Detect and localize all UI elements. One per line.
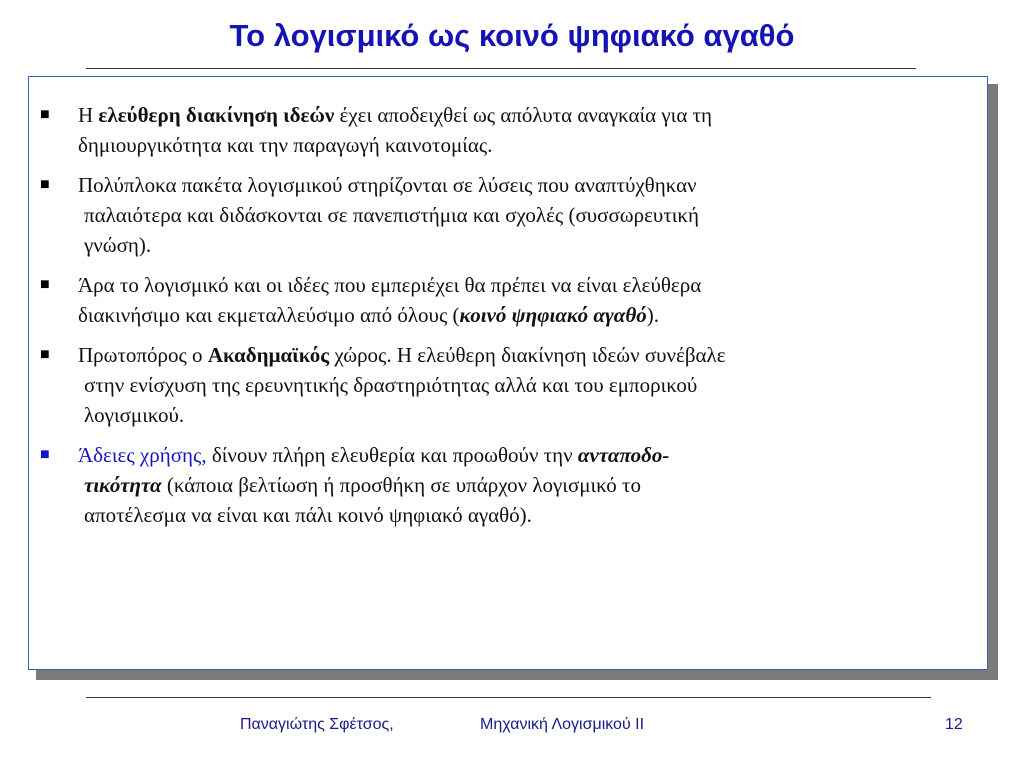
bullet-line: παλαιότερα και διδάσκονται σε πανεπιστήμια και σχολές (συσσωρευτική xyxy=(84,203,699,227)
footer-course: Μηχανική Λογισμικού ΙΙ xyxy=(480,716,645,733)
bullet-line: Πρωτοπόρος ο Ακαδημαϊκός χώρος. Η ελεύθερη διακίνηση ιδεών συνέβαλε xyxy=(78,343,726,367)
bullet-line: στην ενίσχυση της ερευνητικής δραστηριότητας αλλά και του εμπορικού xyxy=(84,373,698,397)
bullet-line: Πολύπλοκα πακέτα λογισμικού στηρίζονται σε λύσεις που αναπτύχθηκαν xyxy=(78,173,697,197)
bullet-item-5 xyxy=(40,440,970,530)
bullet-line: τικότητα (κάποια βελτίωση ή προσθήκη σε υπάρχον λογισμικό το xyxy=(84,473,641,497)
bullet-item-4 xyxy=(40,340,970,430)
square-bullet-icon: ■ xyxy=(40,346,50,363)
square-bullet-icon: ■ xyxy=(40,176,50,193)
square-bullet-icon: ■ xyxy=(40,106,50,123)
bullet-line: γνώση). xyxy=(84,233,152,257)
bullet-line: λογισμικού. xyxy=(84,403,185,427)
slide-title: Το λογισμικό ως κοινό ψηφιακό αγαθό xyxy=(229,18,795,53)
bullet-list xyxy=(40,100,970,540)
bullet-line: Άδειες χρήσης, δίνουν πλήρη ελευθερία και προωθούν την ανταποδο- xyxy=(78,443,670,467)
bullet-item-1 xyxy=(40,100,970,160)
top-divider xyxy=(86,68,916,69)
footer-page-number: 12 xyxy=(945,716,963,733)
bullet-line: Η ελεύθερη διακίνηση ιδεών έχει αποδειχθεί ως απόλυτα αναγκαία για τη xyxy=(78,103,713,127)
footer-author: Παναγιώτης Σφέτσος, xyxy=(240,716,394,733)
square-bullet-icon: ■ xyxy=(40,276,50,293)
bullet-line: αποτέλεσμα να είναι και πάλι κοινό ψηφιακό αγαθό). xyxy=(84,503,532,527)
bullet-item-2 xyxy=(40,170,970,260)
bullet-item-3 xyxy=(40,270,970,330)
bullet-line: διακινήσιμο και εκμεταλλεύσιμο από όλους (κοινό ψηφιακό αγαθό). xyxy=(78,303,660,327)
bullet-line: δημιουργικότητα και την παραγωγή καινοτομίας. xyxy=(78,133,493,157)
square-bullet-icon: ■ xyxy=(40,446,50,463)
bullet-line: Άρα το λογισμικό και οι ιδέες που εμπεριέχει θα πρέπει να είναι ελεύθερα xyxy=(78,273,702,297)
bottom-divider xyxy=(86,697,931,698)
